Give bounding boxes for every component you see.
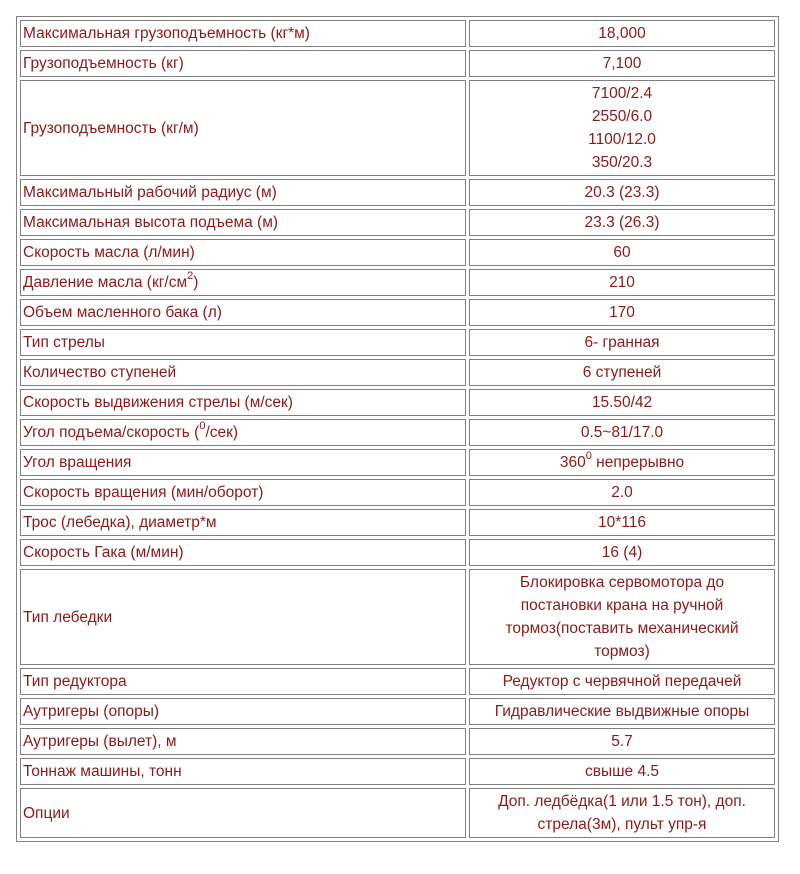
label-text: Давление масла (кг/см — [23, 274, 188, 291]
table-row — [20, 80, 775, 176]
label-text: ) — [193, 274, 199, 291]
table-row — [20, 698, 775, 725]
table-row — [20, 239, 775, 266]
value-line: 350/20.3 — [591, 154, 653, 171]
param-value: 5.7 — [469, 728, 775, 755]
value-line: Блокировка сервомотора до — [519, 574, 725, 591]
param-label: Тип стрелы — [20, 329, 466, 356]
param-value: Гидравлические выдвижные опоры — [469, 698, 775, 725]
table-row — [20, 758, 775, 785]
param-value: 10*116 — [469, 509, 775, 536]
param-label: Скорость выдвижения стрелы (м/сек) — [20, 389, 466, 416]
param-label: Тоннаж машины, тонн — [20, 758, 466, 785]
param-value: 170 — [469, 299, 775, 326]
specifications-table — [16, 16, 779, 842]
table-row — [20, 668, 775, 695]
param-value: 20.3 (23.3) — [469, 179, 775, 206]
table-row — [20, 509, 775, 536]
param-label: Опции — [20, 788, 466, 838]
table-row — [20, 539, 775, 566]
param-value — [469, 569, 775, 665]
param-value: 6 ступеней — [469, 359, 775, 386]
value-text: непрерывно — [591, 454, 685, 471]
param-value: 16 (4) — [469, 539, 775, 566]
table-row — [20, 359, 775, 386]
table-row — [20, 728, 775, 755]
label-text: /сек) — [205, 424, 239, 441]
param-value: 210 — [469, 269, 775, 296]
value-line: 7100/2.4 — [591, 85, 653, 102]
table-row — [20, 299, 775, 326]
superscript: 0 — [199, 419, 206, 432]
table-row — [20, 569, 775, 665]
param-value: 60 — [469, 239, 775, 266]
param-label: Скорость вращения (мин/оборот) — [20, 479, 466, 506]
param-label: Скорость масла (л/мин) — [20, 239, 466, 266]
param-label: Аутригеры (вылет), м — [20, 728, 466, 755]
superscript: 2 — [187, 269, 194, 282]
param-value — [469, 80, 775, 176]
param-value: 7,100 — [469, 50, 775, 77]
param-label: Максимальная грузоподъемность (кг*м) — [20, 20, 466, 47]
param-value: 6- гранная — [469, 329, 775, 356]
param-label: Грузоподъемность (кг) — [20, 50, 466, 77]
value-line: 2550/6.0 — [591, 108, 653, 125]
param-value: 18,000 — [469, 20, 775, 47]
table-row — [20, 788, 775, 838]
value-text: 360 — [559, 454, 586, 471]
value-line: Доп. ледбёдка(1 или 1.5 тон), доп. — [498, 793, 746, 810]
param-label: Тип редуктора — [20, 668, 466, 695]
param-value: Редуктор с червячной передачей — [469, 668, 775, 695]
param-value: 0.5~81/17.0 — [469, 419, 775, 446]
param-label: Тип лебедки — [20, 569, 466, 665]
table-row — [20, 209, 775, 236]
table-row — [20, 50, 775, 77]
param-label: Объем масленного бака (л) — [20, 299, 466, 326]
table-row — [20, 419, 775, 446]
param-value: свыше 4.5 — [469, 758, 775, 785]
value-line: тормоз(поставить механический — [505, 620, 739, 637]
label-text: Угол подъема/скорость ( — [23, 424, 200, 441]
table-row — [20, 389, 775, 416]
param-label: Угол вращения — [20, 449, 466, 476]
param-label: Грузоподъемность (кг/м) — [20, 80, 466, 176]
table-row — [20, 20, 775, 47]
param-label: Трос (лебедка), диаметр*м — [20, 509, 466, 536]
param-label — [20, 269, 466, 296]
param-value: 23.3 (26.3) — [469, 209, 775, 236]
param-label — [20, 419, 466, 446]
superscript: 0 — [585, 449, 592, 462]
value-line: тормоз) — [594, 643, 650, 660]
table-row — [20, 329, 775, 356]
value-line: постановки крана на ручной — [520, 597, 724, 614]
param-label: Максимальная высота подъема (м) — [20, 209, 466, 236]
value-line: стрела(3м), пульт упр-я — [537, 816, 707, 833]
table-row — [20, 179, 775, 206]
param-value: 2.0 — [469, 479, 775, 506]
param-label: Скорость Гака (м/мин) — [20, 539, 466, 566]
table-row — [20, 269, 775, 296]
param-label: Максимальный рабочий радиус (м) — [20, 179, 466, 206]
param-label: Аутригеры (опоры) — [20, 698, 466, 725]
param-value: 15.50/42 — [469, 389, 775, 416]
table-row — [20, 449, 775, 476]
param-value — [469, 788, 775, 838]
param-label: Количество ступеней — [20, 359, 466, 386]
table-row — [20, 479, 775, 506]
value-line: 1100/12.0 — [588, 131, 656, 148]
param-value — [469, 449, 775, 476]
